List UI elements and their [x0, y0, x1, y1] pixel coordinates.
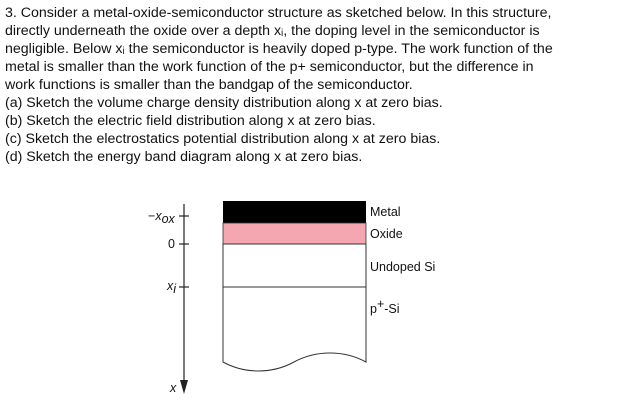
- part-b: (b) Sketch the electric field distribution along x at zero bias.: [5, 113, 376, 129]
- label-p-plus-si: [370, 297, 400, 316]
- tick-label-xox-var: x: [155, 209, 162, 223]
- problem-line-3: negligible. Below xᵢ the semiconductor is heavily doped p-type. The work function of the: [5, 41, 553, 57]
- problem-line-1: 3. Consider a metal-oxide-semiconductor structure as sketched below. In this structure,: [5, 5, 552, 21]
- problem-line-5: work functions is smaller than the bandgap of the semiconductor.: [5, 77, 413, 93]
- tick-label-minus-sign: −: [148, 209, 156, 223]
- label-oxide: Oxide: [370, 227, 403, 241]
- oxide-layer: [223, 223, 366, 244]
- problem-line-4: metal is smaller than the work function of the p+ semiconductor, but the difference in: [5, 59, 534, 75]
- label-p: p: [370, 302, 377, 316]
- label-si: -Si: [384, 302, 400, 316]
- label-metal: Metal: [370, 205, 401, 219]
- problem-line-2: directly underneath the oxide over a depth xᵢ, the doping level in the semiconductor is: [5, 23, 540, 39]
- x-axis-label: x: [170, 381, 177, 395]
- part-d: (d) Sketch the energy band diagram along x at zero bias.: [5, 149, 363, 165]
- part-c: (c) Sketch the electrostatics potential distribution along x at zero bias.: [5, 131, 441, 147]
- tick-label-xi-var: x: [167, 279, 174, 293]
- x-axis-arrowhead: [180, 380, 188, 394]
- metal-layer: [223, 201, 366, 223]
- label-plus: +: [376, 297, 385, 311]
- tick-label-xi: [166, 279, 177, 296]
- part-a: (a) Sketch the volume charge density distribution along x at zero bias.: [5, 95, 443, 111]
- tick-label-xi-sub: i: [173, 282, 177, 296]
- label-undoped-si: Undoped Si: [370, 260, 436, 274]
- tick-label-xox-sub: ox: [161, 212, 175, 226]
- tick-label-minus-xox: [148, 209, 176, 226]
- semiconductor-body: [223, 244, 366, 371]
- tick-label-zero: 0: [168, 237, 175, 251]
